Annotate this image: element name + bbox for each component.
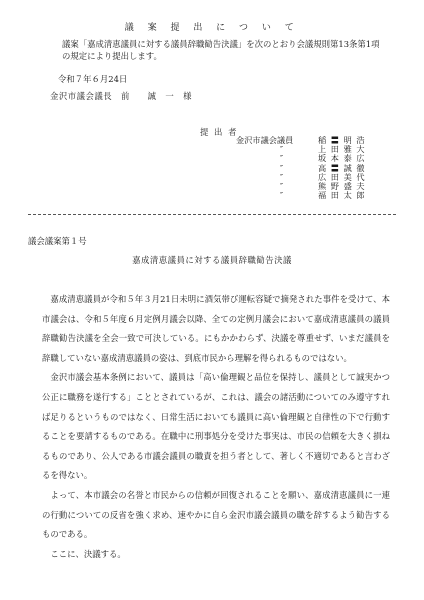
bill-title: 嘉成清恵議員に対する議員辞職勧告決議: [132, 255, 292, 265]
body-paragraph: よって、本市議会の名誉と市民からの信頼が回復されることを願い、嘉成清恵議員に一連の行動についての反省を強く求め、速やかに自ら金沢市議会議員の職を辞するよう勧告するものである。: [42, 489, 390, 540]
body-paragraph: ここに、決議する。: [50, 548, 126, 559]
submitter-affiliation: ″: [280, 180, 284, 191]
body-paragraph: 嘉成清恵議員が令和５年３月21日未明に酒気帯び運転容疑で摘発された事件を受けて、本市議会は、令和５年度６月定例月議会以降、全ての定例月議会において嘉成清恵議員の議員辞職勧告決議を全会一致で可決している。にもかかわらず、決議を尊重せず、いまだ議員を辞職していない嘉成清恵議員の姿は、到底市民から理解を得られるものではない。: [42, 294, 390, 363]
submitter-affiliation: ″: [280, 153, 284, 164]
bill-number: 議会議案第１号: [28, 236, 87, 246]
section-divider: [28, 214, 396, 215]
submitter-name: 坂 本 泰 広: [318, 153, 366, 164]
resolution-body: [42, 290, 390, 564]
submitter-name: 福 田 太 郎: [318, 190, 366, 201]
submission-intro: 議案「嘉成清恵議員に対する議員辞職勧告決議」を次のとおり会議規則第13条第1項の規定により提出します。: [62, 39, 380, 61]
submission-date: 令和７年６月24日: [58, 74, 128, 84]
document-title: 議 案 提 出 に つ い て: [124, 23, 300, 33]
submitter-label: 提 出 者: [200, 127, 238, 137]
submitter-name: 上 田 雅 大: [318, 144, 366, 155]
submitter-name: 高 〓 誠 徹: [318, 162, 366, 173]
submitter-name: 稲 〓 明 浩: [318, 135, 366, 145]
submitter-affiliation: ″: [280, 171, 284, 182]
submitter-affiliation: ″: [280, 144, 284, 155]
submitter-affiliation: ″: [280, 190, 284, 201]
submitter-name: 熊 野 盛 夫: [318, 180, 366, 191]
body-paragraph: 金沢市議会基本条例において、議員は「高い倫理観と品位を保持し、議員として誠実かつ公正に職務を遂行する」こととされているが、これは、議会の諸活動についてのみ遵守すれば足りるというものではなく、日常生活においても議員に高い倫理観と自律性の下で行動することを要請するものである。在職中に刑事処分を受けた事実は、市民の信頼を大きく損ねるものであり、公人である市議会議員の職責を担う者として、著しく不適切であると言わざるを得ない。: [42, 372, 390, 481]
submitter-affiliation: ″: [280, 162, 284, 173]
submitter-affiliation: 金沢市議会議員: [236, 135, 294, 145]
addressee: 金沢市議会議長 前 誠 一 様: [50, 91, 192, 101]
submitter-name: 広 田 美 代: [318, 171, 366, 182]
